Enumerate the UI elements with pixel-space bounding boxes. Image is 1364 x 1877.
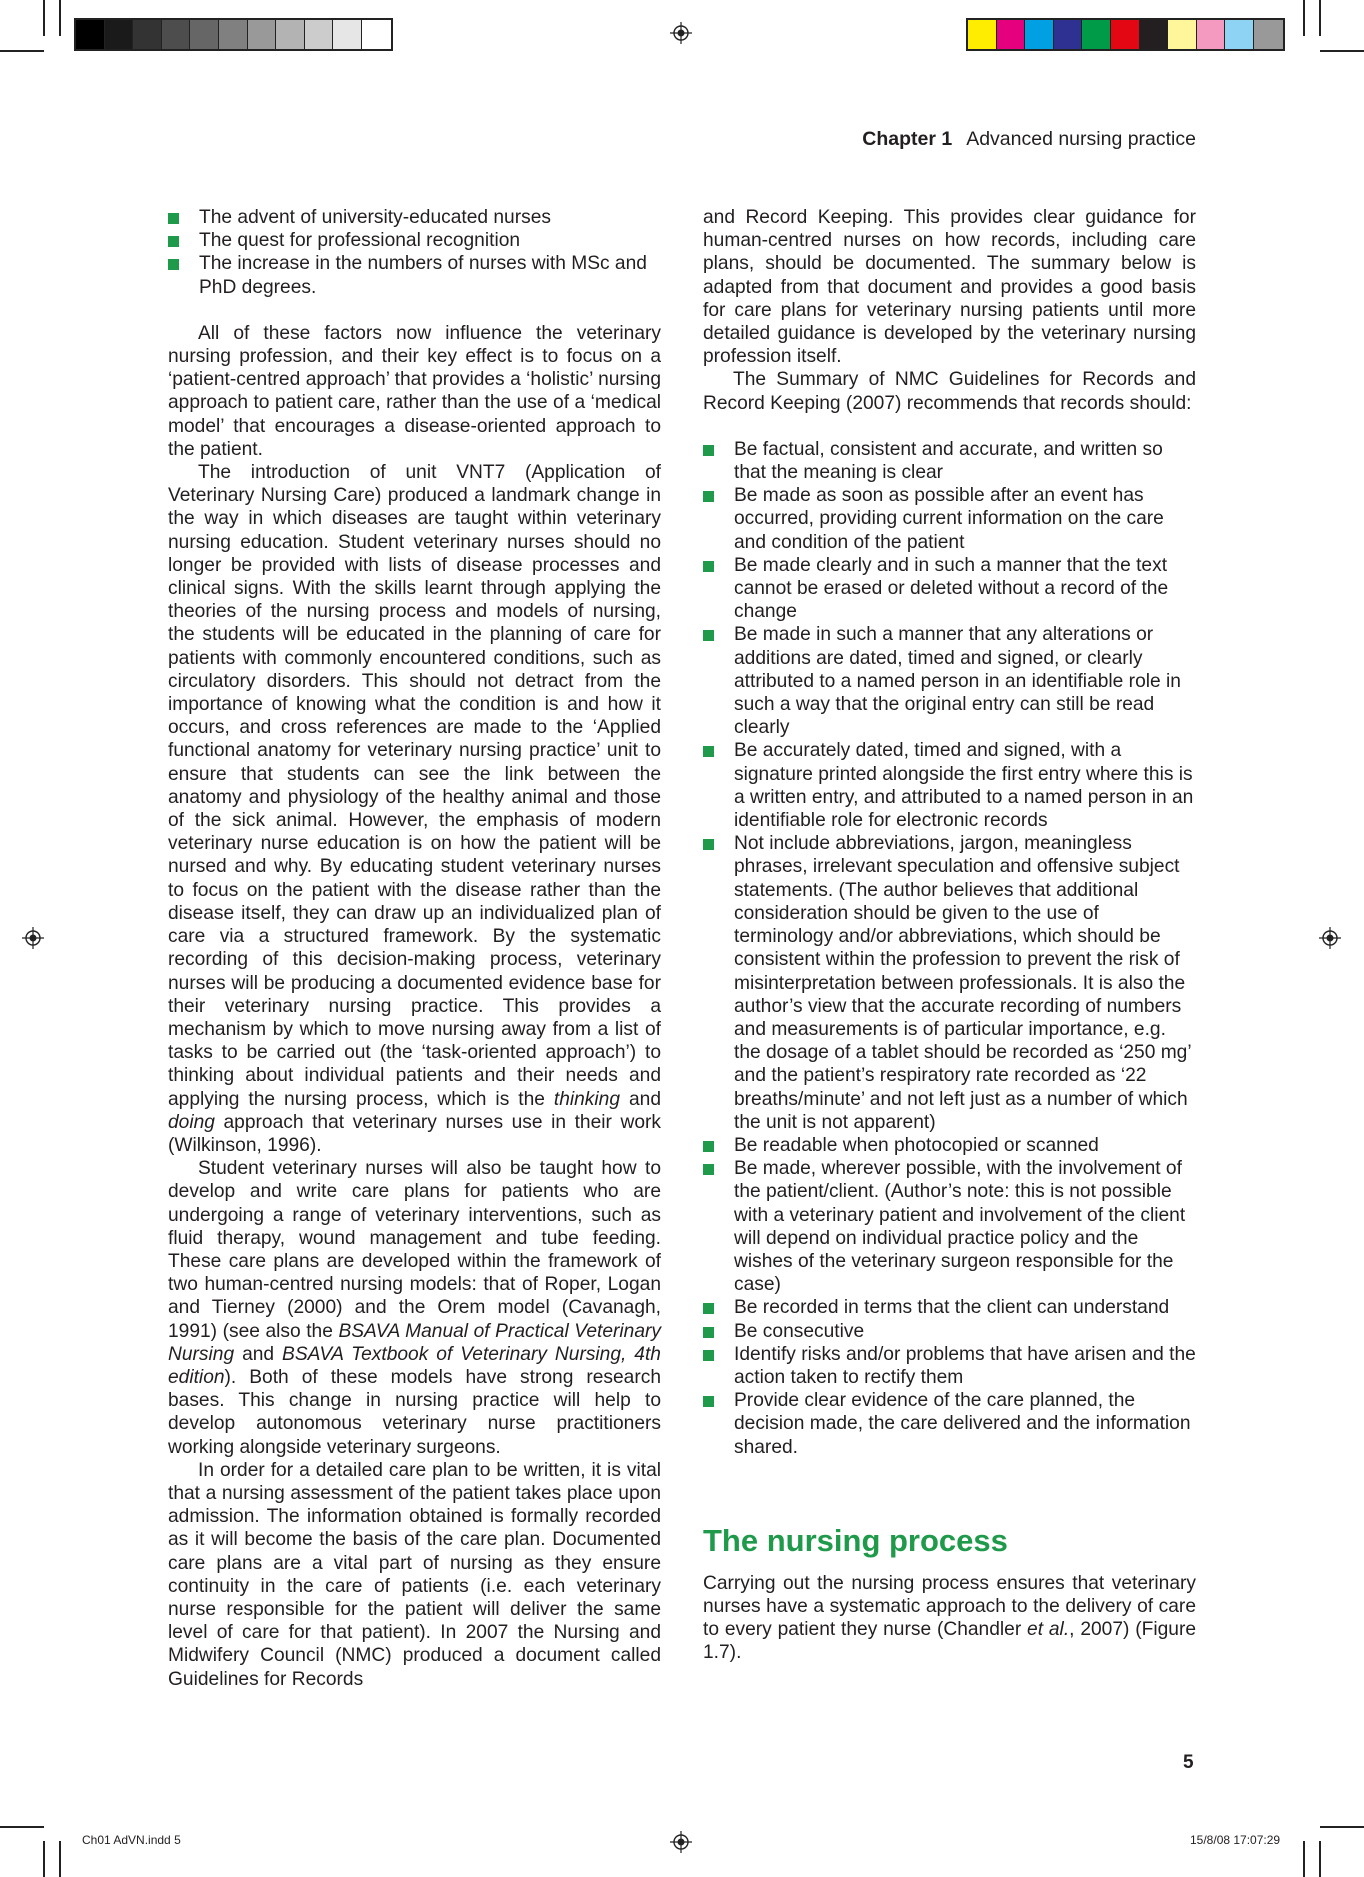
color-swatch — [76, 20, 105, 49]
bullet-square-icon — [703, 630, 714, 641]
color-swatch — [305, 20, 334, 49]
color-swatch — [133, 20, 162, 49]
bullet-square-icon — [703, 561, 714, 572]
bullet-square-icon — [703, 1396, 714, 1407]
list-item — [703, 438, 1196, 484]
crop-mark — [1303, 1841, 1305, 1877]
list-item-text: Not include abbreviations, jargon, meaningless phrases, irrelevant speculation and offensive subject statements. (The author believes that additional consideration should be given to the use of terminology and/or abbreviations, which should be consistent within the profession to prevent the risk of misinterpretation between professionals. It is also the author’s view that the accurate recording of numbers and measurements is of particular importance, e.g. the dosage of a tablet should be recorded as ‘250 mg’ and the patient’s respiratory rate recorded as ‘22 breaths/minute’ and not left just as a number of which the unit is not apparent) — [734, 833, 1191, 1133]
color-swatch — [1140, 20, 1169, 49]
color-swatch — [1025, 20, 1054, 49]
left-bullet-list — [168, 206, 661, 299]
crop-mark — [1319, 0, 1321, 36]
chapter-label: Chapter 1 — [862, 128, 953, 150]
bullet-square-icon — [703, 491, 714, 502]
color-swatch — [248, 20, 277, 49]
bullet-square-icon — [703, 839, 714, 850]
list-item — [703, 832, 1196, 1134]
list-item — [703, 1343, 1196, 1389]
crop-mark — [59, 1841, 61, 1877]
color-swatch — [1197, 20, 1226, 49]
bullet-square-icon — [703, 1164, 714, 1175]
color-swatch — [190, 20, 219, 49]
crop-mark — [43, 1841, 45, 1877]
section-heading: The nursing process — [703, 1522, 1008, 1558]
color-swatch — [105, 20, 134, 49]
paragraph: Student veterinary nurses will also be taught how to develop and write care plans for patients who are undergoing a range of veterinary interventions, such as fluid therapy, wound management and tube feeding. These care plans are developed within the framework of two human-centred nursing models: that of Roper, Logan and Tierney (2000) and the Orem model (Cavanagh, 1991) (see also the BSAVA Manual of Practical Veterinary Nursing and BSAVA Textbook of Veterinary Nursing, 4th edition). Both of these models have strong research bases. This change in nursing practice will help to develop autonomous veterinary nurse practitioners working alongside veterinary surgeons. — [168, 1158, 661, 1458]
list-item-text: Be made in such a manner that any alterations or additions are dated, timed and signed, or clearly attributed to a named person in an identifiable role in such a way that the original entry can still be read clearly — [734, 624, 1181, 739]
list-item-text: Identify risks and/or problems that have arisen and the action taken to rectify them — [734, 1343, 1196, 1388]
color-swatch — [162, 20, 191, 49]
color-swatch — [1168, 20, 1197, 49]
registration-mark-icon — [670, 1831, 692, 1853]
crop-mark — [43, 0, 45, 36]
crop-mark — [1303, 0, 1305, 36]
color-swatch — [1111, 20, 1140, 49]
paragraph: and Record Keeping. This provides clear guidance for human-centred nurses on how records, including care plans, should be documented. The summary below is adapted from that document and provides a good basis for care plans for veterinary nursing patients until more detailed guidance is developed by the veterinary nursing profession itself. — [703, 207, 1196, 368]
crop-mark — [1320, 1826, 1364, 1828]
bullet-square-icon — [703, 1327, 714, 1338]
paragraph: In order for a detailed care plan to be written, it is vital that a nursing assessment of the patient takes place upon admission. The information obtained is formally recorded as it will become the basis of the care plan. Documented care plans are a vital part of nursing as they ensure continuity in the care of patients (i.e. each veterinary nurse responsible for the patient will deliver the same level of care for that patient). In 2007 the Nursing and Midwifery Council (NMC) produced a document called Guidelines for Records — [168, 1459, 661, 1690]
list-item-text: Be made clearly and in such a manner that the text cannot be erased or deleted without a record of the change — [734, 554, 1169, 623]
crop-mark — [0, 1826, 44, 1828]
crop-mark — [1319, 1841, 1321, 1877]
process-color-bar — [966, 18, 1285, 51]
color-swatch — [219, 20, 248, 49]
list-item — [703, 1296, 1196, 1319]
bullet-square-icon — [703, 445, 714, 456]
list-item-text: The increase in the numbers of nurses with MSc and PhD degrees. — [199, 253, 647, 298]
list-item-text: Be readable when photocopied or scanned — [734, 1134, 1099, 1156]
crop-mark — [0, 50, 44, 52]
list-item — [703, 1320, 1196, 1343]
bullet-square-icon — [168, 213, 179, 224]
list-item — [703, 739, 1196, 832]
crop-mark — [59, 0, 61, 36]
list-item — [703, 484, 1196, 554]
list-item-text: The advent of university-educated nurses — [199, 207, 551, 228]
registration-mark-icon — [22, 927, 44, 949]
slug-filename: Ch01 AdVN.indd 5 — [82, 1833, 181, 1847]
registration-mark-icon — [1319, 927, 1341, 949]
color-swatch — [333, 20, 362, 49]
paragraph: Carrying out the nursing process ensures that veterinary nurses have a systematic approach to the delivery of care to every patient they nurse (Chandler et al., 2007) (Figure 1.7). — [703, 1572, 1196, 1664]
list-item — [703, 623, 1196, 739]
color-swatch — [968, 20, 997, 49]
color-swatch — [1254, 20, 1283, 49]
paragraph: The introduction of unit VNT7 (Application of Veterinary Nursing Care) produced a landmark change in the way in which diseases are taught within veterinary nursing education. Student veterinary nurses should no longer be provided with lists of disease processes and clinical signs. With the skills learnt through applying the theories of the nursing process and models of nursing, the students will be educated in the planning of care for patients with commonly encountered conditions, such as circulatory disorders. This should not detract from the importance of knowing what the condition is and how it occurs, and cross references are made to the ‘Applied functional anatomy for veterinary nursing practice’ unit to ensure that students can see the link between the anatomy and physiology of the healthy animal and those of the sick animal. However, the emphasis of modern veterinary nurse education is on how the patient will be nursed and why. By educating student veterinary nurses to focus on the patient with the disease rather than the disease itself, they can draw up an individualized plan of care via a structured framework. By the systematic recording of this decision-making process, veterinary nurses will be producing a documented evidence base for their veterinary nursing practice. This provides a mechanism by which to move nursing away from a list of tasks to be carried out (the ‘task-oriented approach’) to thinking about individual patients and their needs and applying the nursing process, which is the thinking and doing approach that veterinary nurses use in their work (Wilkinson, 1996). — [168, 462, 661, 1156]
list-item — [703, 1389, 1196, 1459]
color-swatch — [997, 20, 1026, 49]
registration-mark-icon — [670, 22, 692, 44]
list-item-text: Provide clear evidence of the care planned, the decision made, the care delivered and the information shared. — [734, 1390, 1191, 1458]
list-item-text: Be made, wherever possible, with the involvement of the patient/client. (Author’s note: this is not possible with a veterinary patient and involvement of the client will depend on individual practice policy and the wishes of the veterinary surgeon responsible for the case) — [734, 1158, 1186, 1296]
bullet-square-icon — [168, 236, 179, 247]
list-item-text: Be recorded in terms that the client can understand — [734, 1297, 1170, 1319]
list-item — [703, 554, 1196, 624]
paragraph: All of these factors now influence the veterinary nursing profession, and their key effect is to focus on a ‘patient-centred approach’ that provides a ‘holistic’ nursing approach to patient care, rather than the use of a ‘medical model’ that encourages a disease-oriented approach to the patient. — [168, 322, 661, 460]
list-item — [168, 229, 661, 252]
bullet-square-icon — [703, 1141, 714, 1152]
bullet-square-icon — [703, 746, 714, 757]
list-item — [703, 1157, 1196, 1296]
list-item — [168, 252, 661, 298]
left-column — [168, 206, 661, 1691]
list-item-text: Be factual, consistent and accurate, and written so that the meaning is clear — [734, 438, 1163, 484]
color-swatch — [1225, 20, 1254, 49]
list-item-text: Be accurately dated, timed and signed, with a signature printed alongside the first entry where this is a written entry, and attributed to a named person in an identifiable role for electronic records — [734, 740, 1194, 832]
chapter-title: Advanced nursing practice — [966, 128, 1196, 150]
bullet-square-icon — [703, 1303, 714, 1314]
list-item-text: The quest for professional recognition — [199, 230, 521, 252]
slug-datetime: 15/8/08 17:07:29 — [1190, 1833, 1281, 1847]
running-header — [862, 128, 1196, 151]
color-swatch — [1054, 20, 1083, 49]
list-item — [703, 1134, 1196, 1157]
page-number: 5 — [1183, 1752, 1194, 1773]
color-swatch — [1082, 20, 1111, 49]
bullet-square-icon — [703, 1350, 714, 1361]
bullet-square-icon — [168, 259, 179, 270]
color-swatch — [362, 20, 391, 49]
color-swatch — [276, 20, 305, 49]
list-item-text: Be made as soon as possible after an event has occurred, providing current information on the care and condition of the patient — [734, 485, 1164, 553]
list-item — [168, 206, 661, 229]
nmc-guidelines-list — [703, 438, 1196, 1459]
crop-mark — [1320, 50, 1364, 52]
grayscale-color-bar — [74, 18, 393, 51]
paragraph: The Summary of NMC Guidelines for Records and Record Keeping (2007) recommends that records should: — [703, 369, 1196, 414]
list-item-text: Be consecutive — [734, 1320, 865, 1342]
right-column — [703, 206, 1196, 1665]
